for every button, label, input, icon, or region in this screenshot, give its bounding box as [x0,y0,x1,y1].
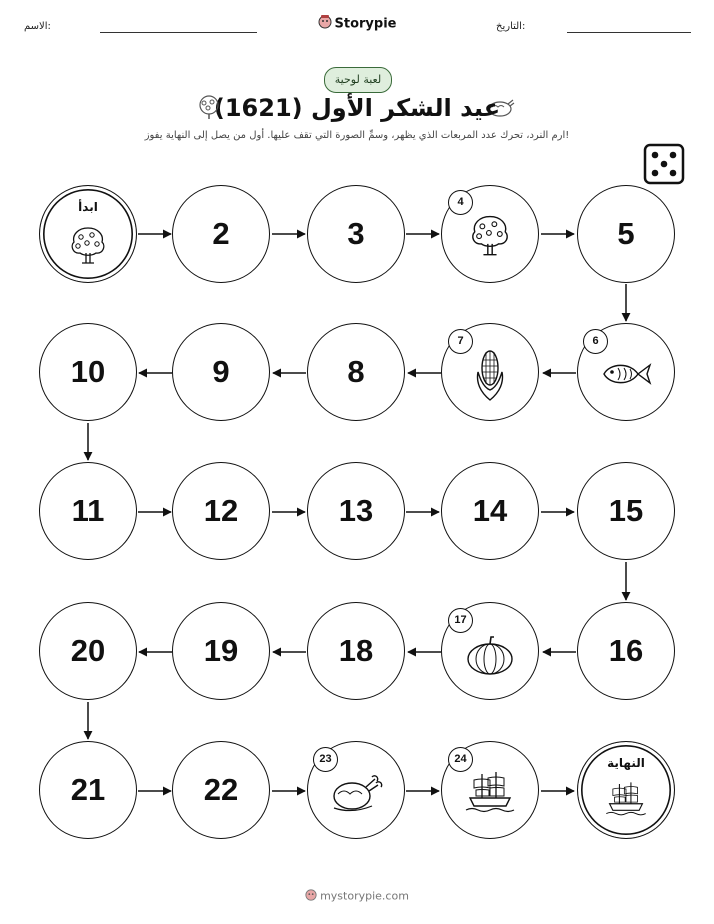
square-number: 5 [617,216,635,251]
board-square-10[interactable] [39,323,137,421]
square-number-badge: 7 [448,329,473,354]
square-number: 21 [70,772,106,807]
square-number: 13 [338,493,374,528]
square-number-badge: 4 [448,190,473,215]
square-number: 20 [70,633,106,668]
board-square-3[interactable] [307,185,405,283]
start-label: ابدأ [78,200,98,214]
board-square-9[interactable] [172,323,270,421]
square-number: 10 [70,354,106,389]
date-label: التاريخ: [496,21,526,32]
board-square-15[interactable] [577,462,675,560]
storypie-logo-icon [305,888,317,905]
board-square-20[interactable] [39,602,137,700]
square-number-badge: 17 [448,608,473,633]
fish-icon [598,358,654,394]
square-number: 8 [347,354,365,389]
tree-icon [466,210,514,262]
board-square-12[interactable] [172,462,270,560]
board-square-22[interactable] [172,741,270,839]
square-number: 15 [608,493,644,528]
ship-icon [462,768,518,818]
board-square-14[interactable] [441,462,539,560]
square-number-badge: 6 [583,329,608,354]
square-number: 16 [608,633,644,668]
footer-url: mystorypie.com [320,889,409,903]
footer [0,888,714,905]
board-square-21[interactable] [39,741,137,839]
square-number: 9 [212,354,230,389]
square-number-badge: 24 [448,747,473,772]
tree-icon [66,222,110,270]
ship-icon [603,778,649,822]
turkey-icon [328,772,384,818]
square-number-badge: 23 [313,747,338,772]
corn-icon [470,346,510,406]
page-title: عيد الشكر الأول (1621) [213,94,501,122]
pumpkin-icon [464,633,516,681]
board-square-13[interactable] [307,462,405,560]
name-label: الاسم: [24,21,51,32]
square-number: 14 [472,493,508,528]
square-number: 18 [338,633,374,668]
game-type-badge: لعبة لوحية [324,67,392,93]
finish-label: النهاية [607,756,645,770]
square-number: 22 [203,772,239,807]
board-square-2[interactable] [172,185,270,283]
board-square-11[interactable] [39,462,137,560]
square-number: 3 [347,216,365,251]
square-number: 11 [71,493,105,528]
board-square-16[interactable] [577,602,675,700]
instructions: ارم النرد، تحرك عدد المربعات الذي يظهر، وسمِّ الصورة التي تقف عليها. أول من يصل إلى النهاية يفوز! [144,130,570,141]
board-square-8[interactable] [307,323,405,421]
board-square-19[interactable] [172,602,270,700]
start-square[interactable] [39,185,137,283]
square-number: 12 [203,493,239,528]
board-square-18[interactable] [307,602,405,700]
square-number: 2 [212,216,230,251]
square-number: 19 [203,633,239,668]
brand-name: Storypie [334,16,397,32]
board-square-5[interactable] [577,185,675,283]
finish-square[interactable] [577,741,675,839]
